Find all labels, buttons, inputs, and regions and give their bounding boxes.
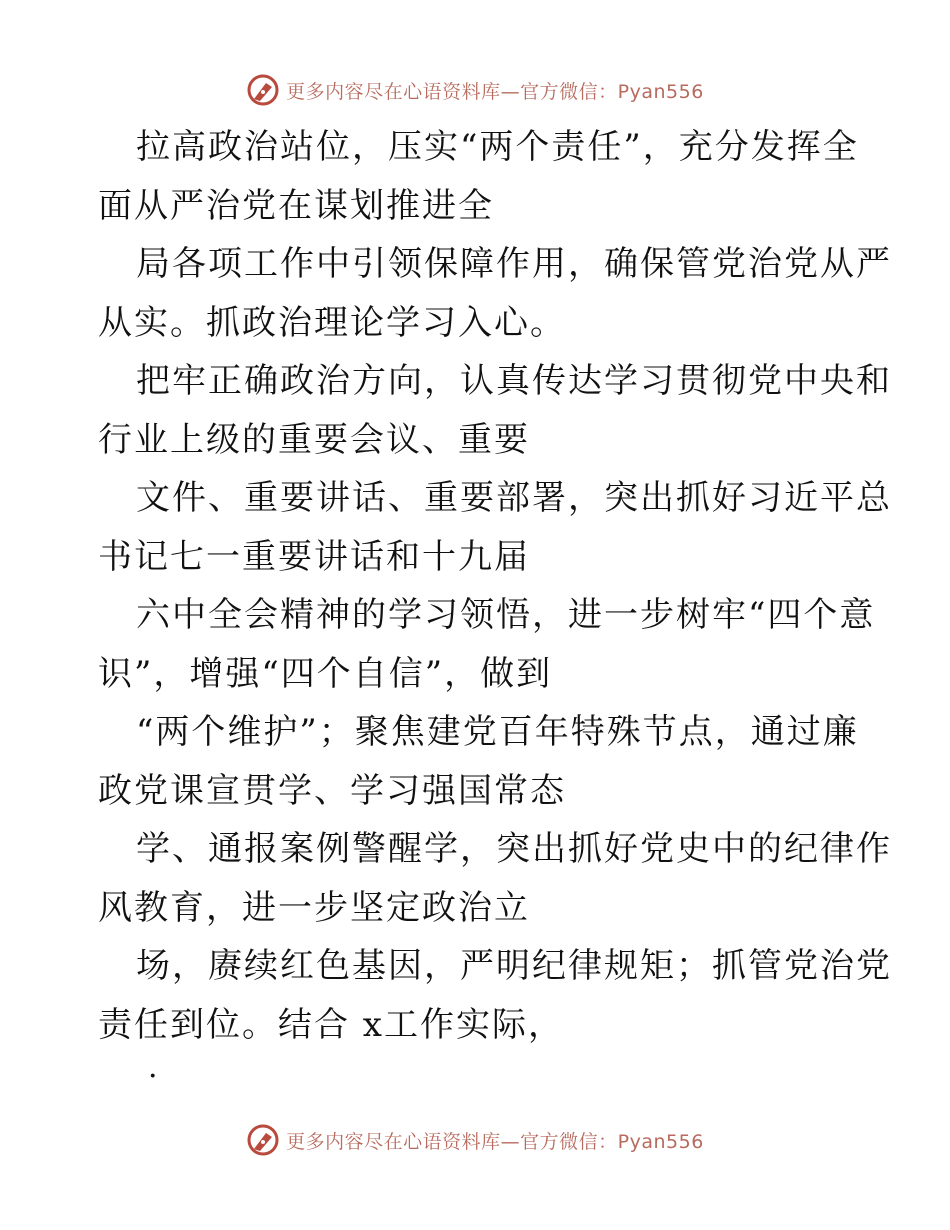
paragraph-line: 把牢正确政治方向，认真传达学习贯彻党中央和 [136, 361, 892, 401]
paragraph-line: “两个维护”；聚焦建党百年特殊节点，通过廉 [136, 712, 859, 752]
pen-nib-circle-icon [246, 73, 280, 107]
paragraph-line: 面从严治党在谋划推进全 [98, 185, 494, 226]
paragraph-line: 行业上级的重要会议、重要 [98, 419, 530, 460]
paragraph-line: 书记七一重要讲话和十九届 [98, 536, 530, 577]
document-body [98, 118, 892, 1054]
paragraph-line: 文件、重要讲话、重要部署，突出抓好习近平总 [136, 478, 892, 518]
watermark-text: 更多内容尽在心语资料库—官方微信：Pyan556 [286, 80, 704, 103]
paragraph-line: 局各项工作中引领保障作用，确保管党治党从严 [136, 244, 892, 284]
paragraph-line: 风教育，进一步坚定政治立 [98, 887, 530, 928]
paragraph-line: 学、通报案例警醒学，突出抓好党史中的纪律作 [136, 829, 892, 869]
trailing-dot: · [148, 1059, 158, 1094]
paragraph-line: 责任到位。结合 x工作实际， [98, 1004, 564, 1045]
paragraph-line: 识”，增强“四个自信”，做到 [98, 653, 553, 694]
paragraph-line: 从实。抓政治理论学习入心。 [98, 302, 566, 343]
footer-watermark [0, 1120, 950, 1160]
paragraph-line: 政党课宣贯学、学习强国常态 [98, 770, 566, 811]
watermark-text: 更多内容尽在心语资料库—官方微信：Pyan556 [286, 1130, 704, 1153]
paragraph-line: 六中全会精神的学习领悟，进一步树牢“四个意 [136, 595, 876, 635]
pen-nib-circle-icon [246, 1123, 280, 1157]
header-watermark [0, 70, 950, 110]
paragraph-line: 场，赓续红色基因，严明纪律规矩；抓管党治党 [136, 946, 892, 986]
paragraph-line: 拉高政治站位，压实“两个责任”，充分发挥全 [136, 127, 859, 167]
